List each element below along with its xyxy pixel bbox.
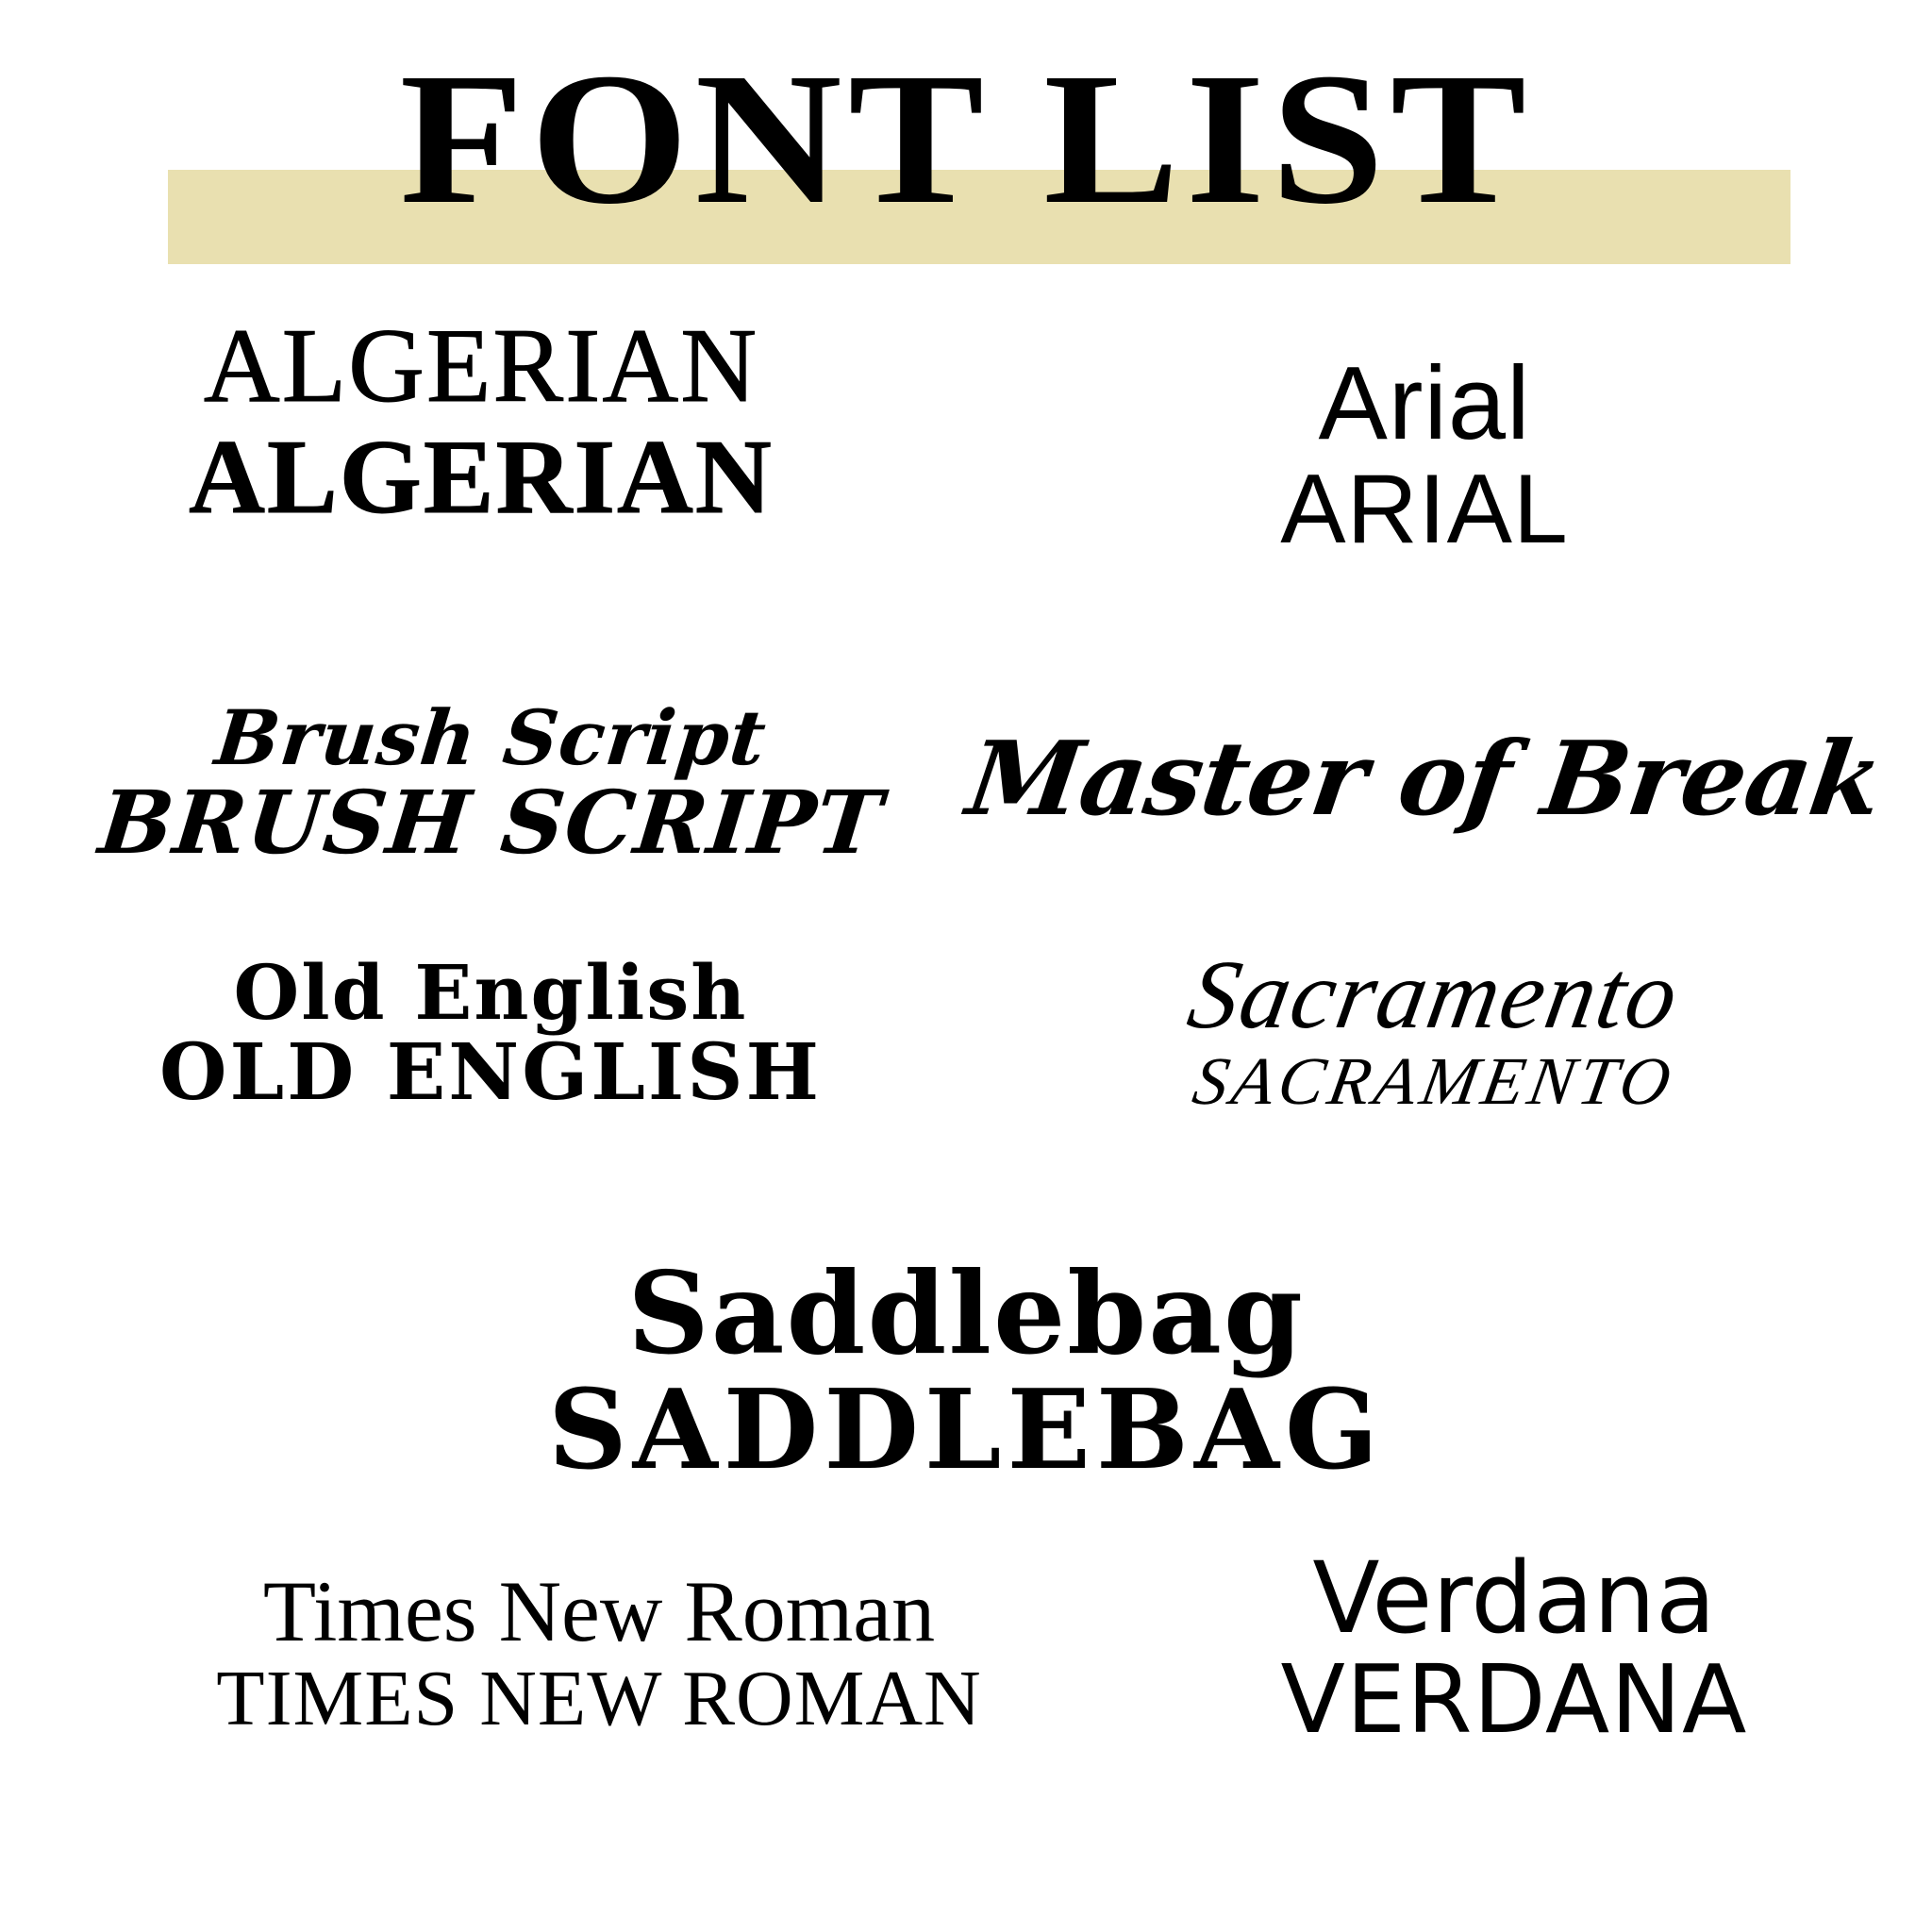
sample-sacramento-upper: SACRAMENTO bbox=[1187, 1043, 1681, 1120]
sample-saddlebag-lower: Saddlebag bbox=[627, 1247, 1305, 1380]
sample-times-new-roman-upper: TIMES NEW ROMAN bbox=[216, 1654, 982, 1742]
sample-arial-upper: ARIAL bbox=[1280, 454, 1569, 564]
sample-old-english bbox=[57, 948, 924, 1118]
sample-arial-lower: Arial bbox=[1318, 345, 1531, 461]
sample-verdana bbox=[1132, 1541, 1896, 1756]
sample-times-new-roman bbox=[85, 1563, 1113, 1742]
page-title-block bbox=[0, 0, 1932, 283]
sample-arial bbox=[1000, 345, 1849, 564]
sample-verdana-upper: VERDANA bbox=[1280, 1644, 1748, 1756]
sample-verdana-lower: Verdana bbox=[1312, 1541, 1716, 1656]
sample-sacramento-lower: Sacramento bbox=[1180, 941, 1688, 1049]
sample-master-of-break-lower: Master of Break bbox=[960, 720, 1890, 839]
sample-old-english-lower: Old English bbox=[233, 948, 748, 1037]
page-title: FONT LIST bbox=[399, 35, 1533, 243]
sample-brush-script bbox=[75, 693, 906, 874]
sample-brush-script-upper: BRUSH SCRIPT bbox=[94, 772, 888, 874]
sample-sacramento bbox=[1019, 943, 1849, 1118]
sample-algerian-upper: ALGERIAN bbox=[189, 418, 774, 536]
sample-brush-script-lower: Brush Script bbox=[210, 693, 771, 782]
sample-algerian-lower: ALGERIAN bbox=[203, 308, 759, 425]
sample-master-of-break bbox=[953, 720, 1896, 839]
sample-saddlebag-upper: SADDLEBAG bbox=[547, 1366, 1385, 1494]
sample-algerian bbox=[57, 308, 906, 536]
sample-times-new-roman-lower: Times New Roman bbox=[262, 1563, 936, 1659]
sample-old-english-upper: OLD ENGLISH bbox=[159, 1027, 822, 1118]
sample-saddlebag bbox=[0, 1247, 1932, 1494]
